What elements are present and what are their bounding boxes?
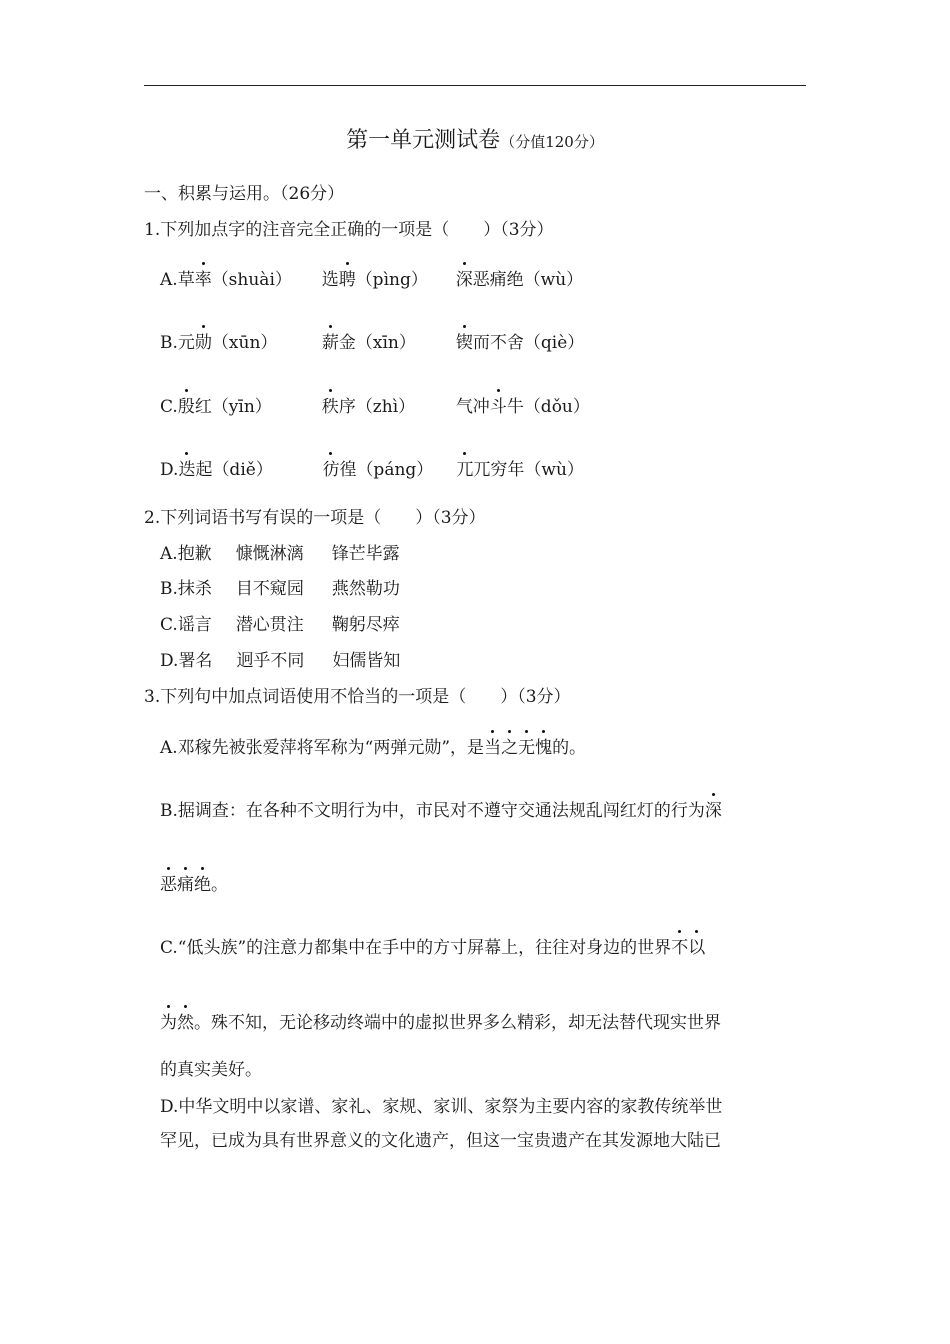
q2-option-c: C.谣言 潜心贯注 鞠躬尽瘁 <box>160 615 400 635</box>
q3-option-b-line-2: 恶痛绝。 <box>160 875 228 895</box>
page-title: 第一单元测试卷（分值120分） <box>346 128 604 153</box>
q2-option-b: B.抹杀 目不窥园 燕然勒功 <box>160 579 400 599</box>
q1-option-d: D.迭起（diě） 彷徨（páng） 兀兀穷年（wù） <box>160 460 584 480</box>
q3-option-a: A.邓稼先被张爱萍将军称为“两弹元勋”，是当之无愧的。 <box>160 738 587 758</box>
q3-option-b-line-1: B.据调查：在各种不文明行为中，市民对不遵守交通法规乱闯红灯的行为深 <box>160 801 722 821</box>
question-2-stem: 2.下列词语书写有误的一项是（ ）（3分） <box>144 508 486 528</box>
q3-option-d-line-2: 罕见，已成为具有世界意义的文化遗产，但这一宝贵遗产在其发源地大陆已 <box>160 1131 721 1151</box>
question-1-stem: 1.下列加点字的注音完全正确的一项是（ ）（3分） <box>144 220 554 240</box>
q1-option-c: C.殷红（yīn） 秩序（zhì） 气冲斗牛（dǒu） <box>160 397 590 417</box>
q2-option-d: D.署名 迥乎不同 妇儒皆知 <box>160 651 401 671</box>
q3-option-c-line-1: C.“低头族”的注意力都集中在手中的方寸屏幕上，往往对身边的世界不以 <box>160 938 706 958</box>
question-3-stem: 3.下列句中加点词语使用不恰当的一项是（ ）（3分） <box>144 687 571 707</box>
q1-option-b: B.元勋（xūn） 薪金（xīn） 锲而不舍（qiè） <box>160 333 585 353</box>
q3-option-c-line-2: 为然。殊不知，无论移动终端中的虚拟世界多么精彩，却无法替代现实世界 <box>160 1013 721 1033</box>
header-rule <box>144 85 806 86</box>
q1-option-a: A.草率（shuài） 选聘（pìng） 深恶痛绝（wù） <box>160 270 584 290</box>
q2-option-a: A.抱歉 慷慨淋漓 锋芒毕露 <box>160 544 400 564</box>
section-heading: 一、积累与运用。（26分） <box>144 184 345 204</box>
q3-option-d-line-1: D.中华文明中以家谱、家礼、家规、家训、家祭为主要内容的家教传统举世 <box>160 1097 723 1117</box>
q3-option-c-line-3: 的真实美好。 <box>160 1060 262 1080</box>
